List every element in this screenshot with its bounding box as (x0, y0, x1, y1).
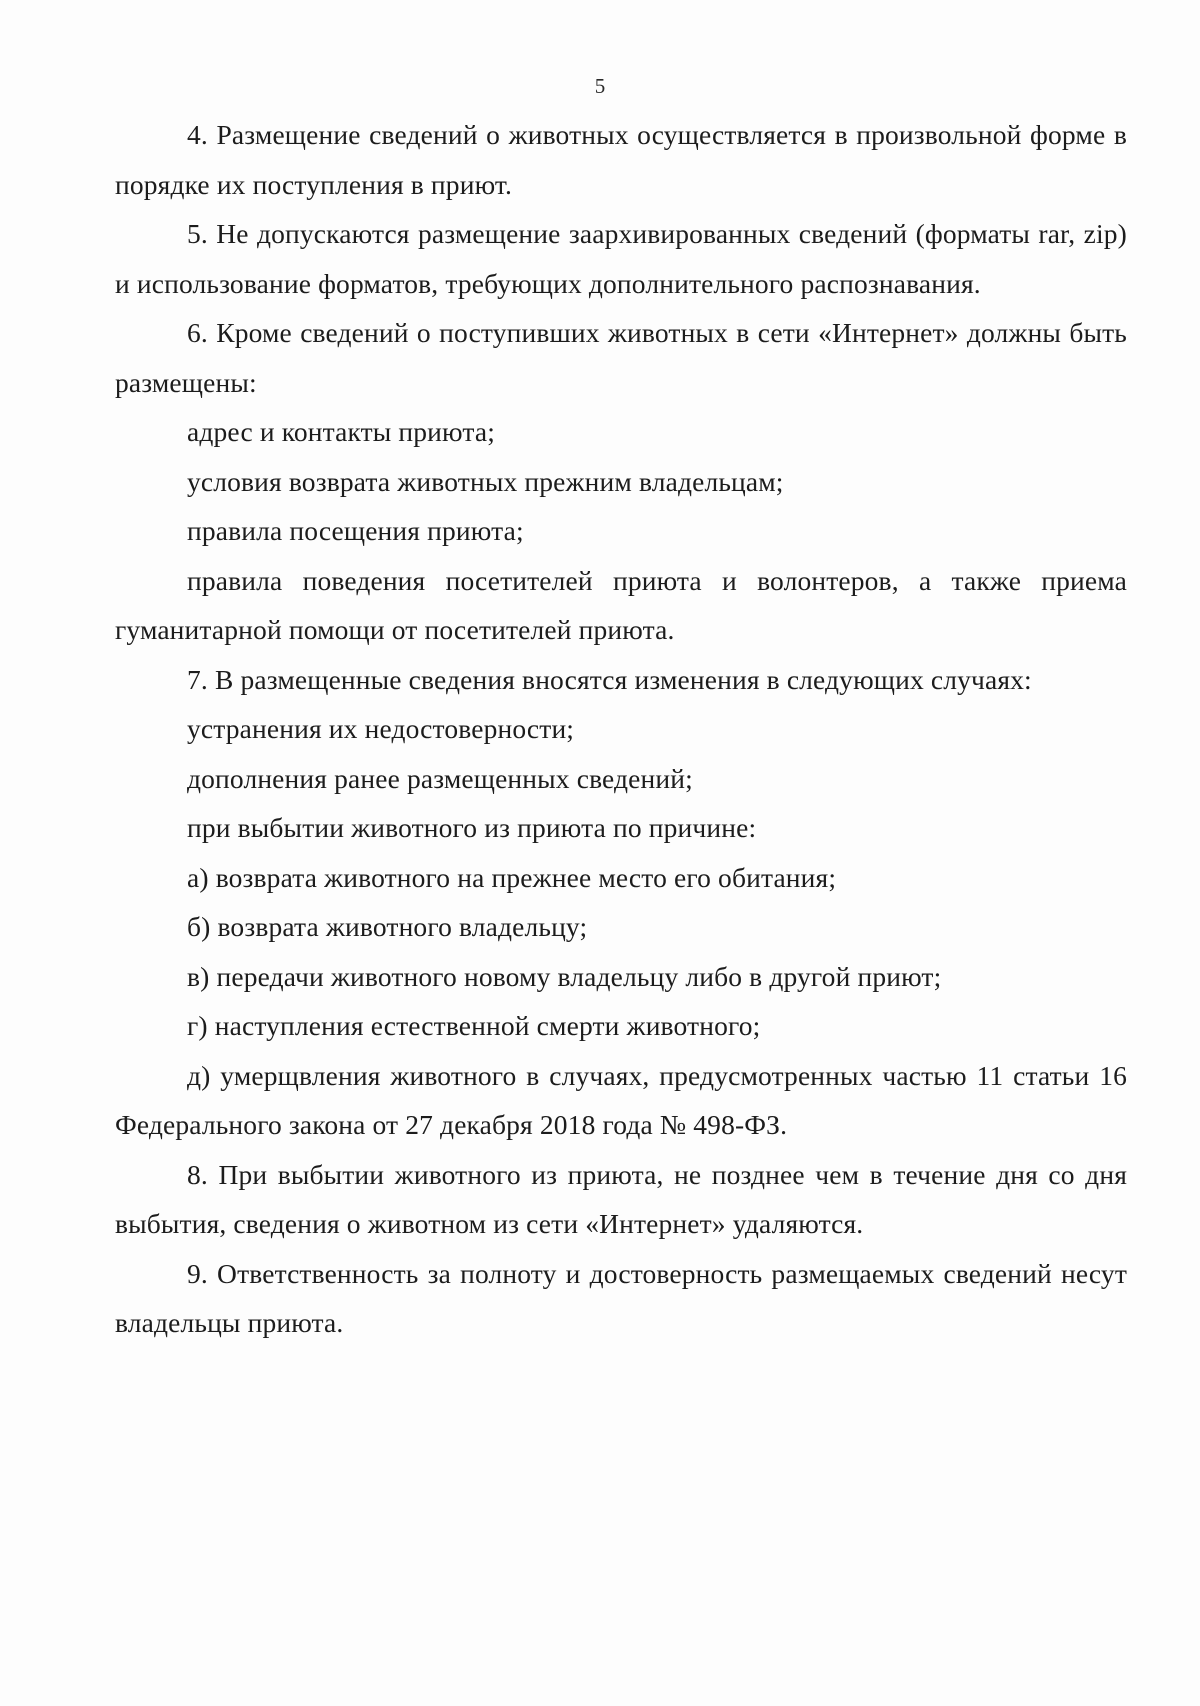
paragraph-4: 4. Размещение сведений о животных осуществляется в произвольной форме в порядке их поступления в приют. (115, 119, 1127, 200)
document-body (115, 110, 1127, 1348)
list-item: условия возврата животных прежним владельцам; (187, 465, 784, 497)
list-item: при выбытии животного из приюта по причине: (187, 812, 757, 843)
paragraph-9: 9. Ответственность за полноту и достоверность размещаемых сведений несут владельцы приюта. (115, 1257, 1127, 1338)
list-item: д) умерщвления животного в случаях, предусмотренных частью 11 статьи 16 Федерального закона от 27 декабря 2018 года № 498-ФЗ. (115, 1059, 1127, 1140)
list-item: б) возврата животного владельцу; (187, 911, 588, 942)
page-number: 5 (594, 74, 606, 98)
list-item: в) передачи животного новому владельцу либо в другой приют; (187, 960, 942, 992)
paragraph-8: 8. При выбытии животного из приюта, не позднее чем в течение дня со дня выбытия, сведения о животном из сети «Интернет» удаляются. (115, 1158, 1127, 1239)
paragraph-7: 7. В размещенные сведения вносятся изменения в следующих случаях: (187, 663, 1032, 695)
list-item: устранения их недостоверности; (187, 713, 575, 744)
list-item: а) возврата животного на прежнее место его обитания; (187, 861, 837, 893)
paragraph-6: 6. Кроме сведений о поступивших животных в сети «Интернет» должны быть размещены: (115, 317, 1127, 398)
list-item: дополнения ранее размещенных сведений; (187, 762, 693, 794)
list-item: правила поведения посетителей приюта и волонтеров, а также приема гуманитарной помощи от посетителей приюта. (115, 564, 1127, 645)
paragraph-5: 5. Не допускаются размещение заархивированных сведений (форматы rar, zip) и использование форматов, требующих дополнительного распознавания. (115, 218, 1127, 299)
list-item: правила посещения приюта; (187, 515, 524, 546)
list-item: г) наступления естественной смерти животного; (187, 1010, 761, 1041)
list-item: адрес и контакты приюта; (187, 416, 496, 447)
